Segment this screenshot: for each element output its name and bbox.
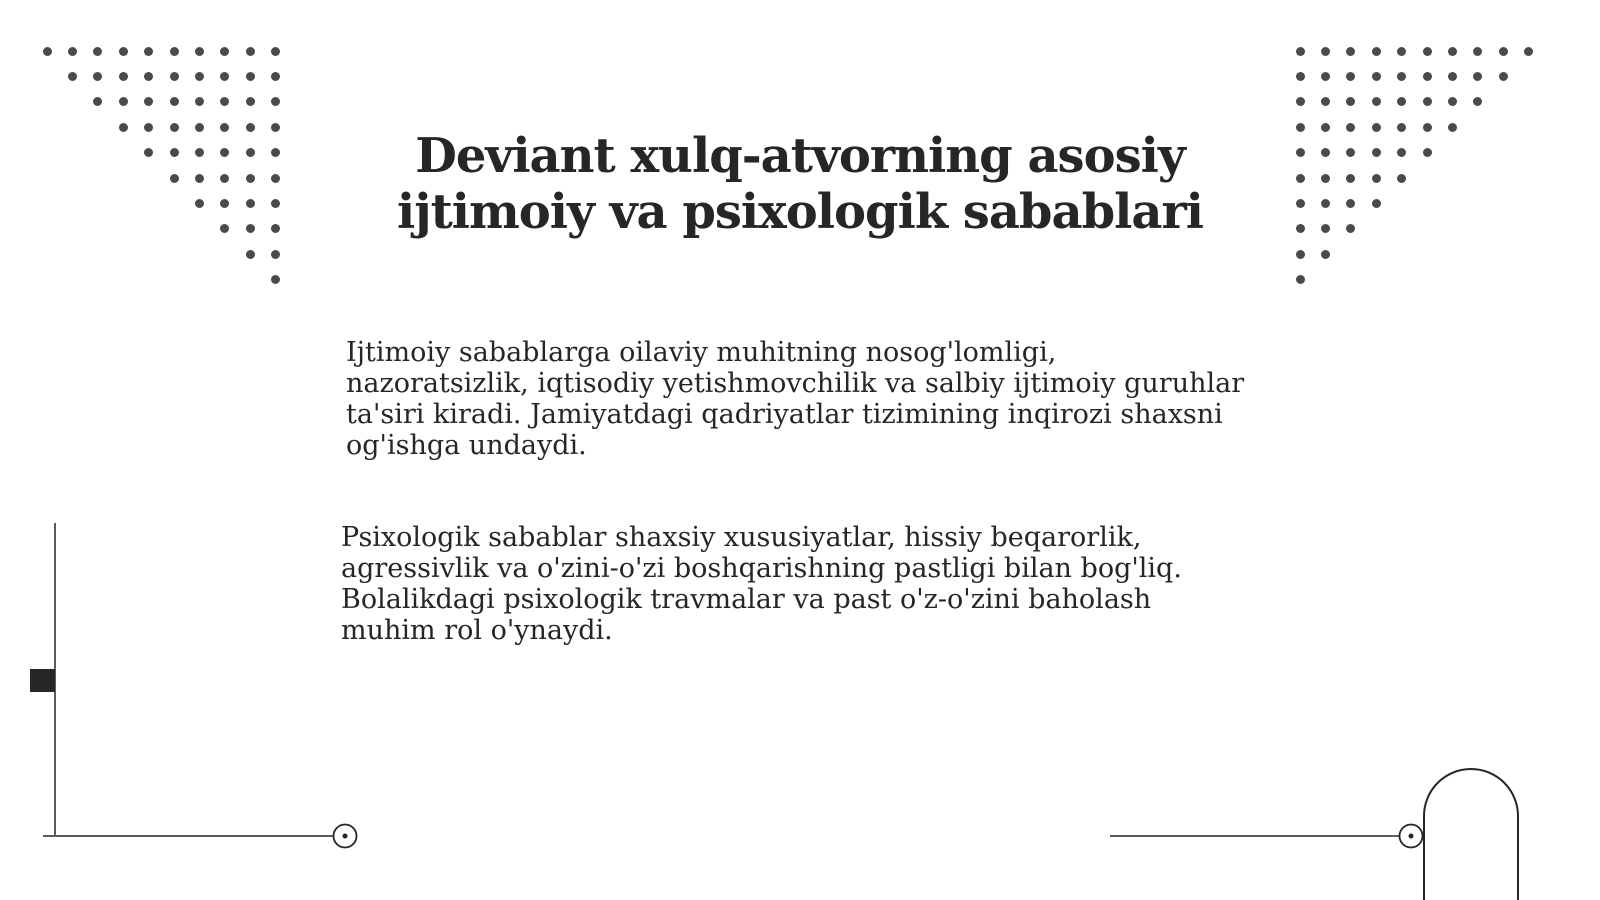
left-circle-center bbox=[343, 834, 348, 839]
paragraph-social-causes: Ijtimoiy sabablarga oilaviy muhitning nosog'lomligi, nazoratsizlik, iqtisodiy yetishmovchilik va salbiy ijtimoiy guruhlar ta'siri kiradi. Jamiyatdagi qadriyatlar tizimining inqirozi shaxsni og'ishga undaydi. bbox=[346, 337, 1245, 461]
paragraph-psychological-causes: Psixologik sabablar shaxsiy xususiyatlar, hissiy beqarorlik, agressivlik va o'zini-o'zi boshqarishning pastligi bilan bog'liq. Bolalikdagi psixologik travmalar va past o'z-o'zini baholash muhim rol o'ynaydi. bbox=[341, 522, 1182, 646]
arch-outline bbox=[1424, 769, 1518, 900]
right-circle-center bbox=[1409, 834, 1414, 839]
left-square-marker bbox=[30, 669, 55, 692]
slide-title: Deviant xulq-atvorning asosiy ijtimoiy va psixologik sabablari bbox=[396, 128, 1204, 240]
